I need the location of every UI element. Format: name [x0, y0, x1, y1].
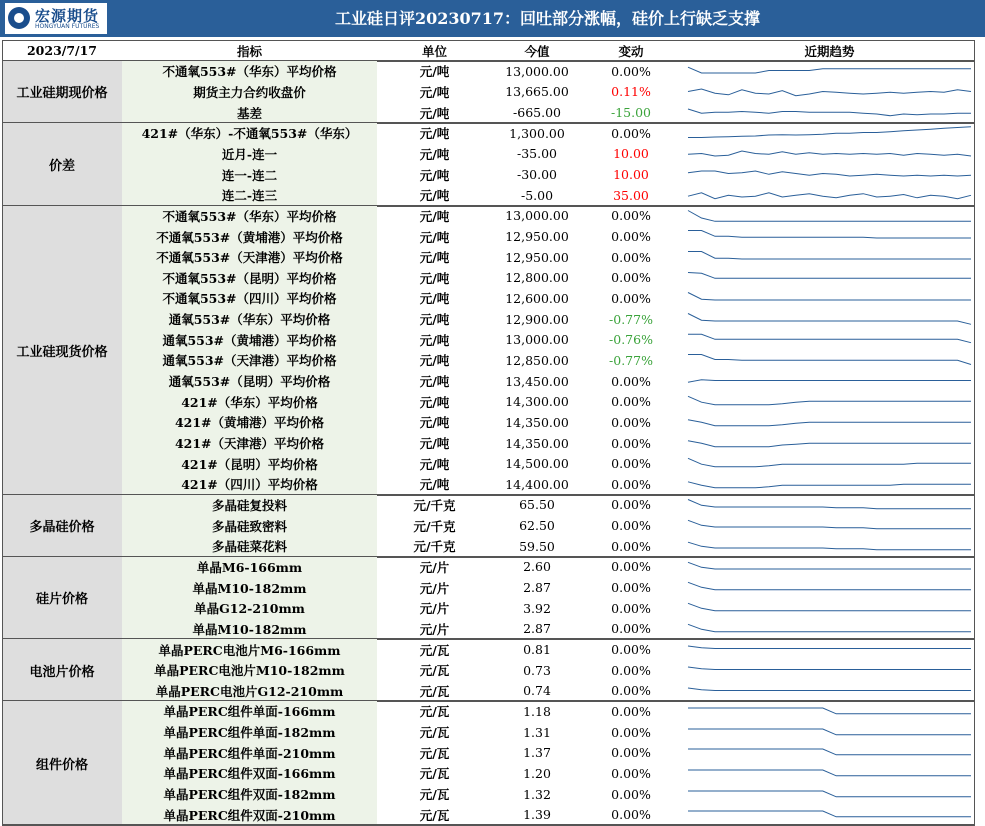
current-value: 12,800.00: [505, 270, 569, 286]
indicator-name: 421#（华东）-不通氧553#（华东）: [141, 126, 358, 142]
change-value: 0.00%: [611, 497, 651, 513]
change-value: 0.00%: [611, 580, 651, 596]
company-logo: [5, 3, 107, 34]
group-label: 工业硅现货价格: [2, 206, 122, 495]
unit-cell: 元/千克: [413, 497, 456, 513]
current-value: -5.00: [520, 187, 554, 203]
current-value: 14,350.00: [505, 435, 569, 451]
logo-text: 宏源期货: [35, 7, 100, 25]
indicator-name: 不通氧553#（四川）平均价格: [162, 291, 337, 307]
current-value: 13,000.00: [505, 332, 569, 348]
change-value: 35.00: [613, 187, 649, 203]
unit-cell: 元/片: [419, 621, 450, 637]
indicator-name: 单晶M10-182mm: [192, 580, 307, 596]
current-value: 13,000.00: [505, 63, 569, 79]
current-value: 2.87: [523, 621, 551, 637]
current-value: 13,450.00: [505, 373, 569, 389]
current-value: 12,900.00: [505, 311, 569, 327]
unit-cell: 元/吨: [419, 64, 450, 80]
change-value: 0.00%: [611, 765, 651, 781]
logo-subtext: HONGYUAN FUTURES: [35, 23, 100, 30]
current-value: 1.18: [523, 703, 551, 719]
change-value: 0.00%: [611, 703, 651, 719]
change-value: 0.00%: [611, 249, 651, 265]
unit-cell: 元/瓦: [419, 745, 450, 761]
indicator-name: 421#（华东）平均价格: [181, 394, 318, 410]
indicator-name: 421#（四川）平均价格: [181, 477, 318, 493]
report-header: [0, 0, 985, 37]
unit-cell: 元/吨: [419, 415, 450, 431]
unit-cell: 元/瓦: [419, 663, 450, 679]
unit-cell: 元/吨: [419, 291, 450, 307]
report-title: 工业硅日评20230717：回吐部分涨幅，硅价上行缺乏支撑: [334, 9, 761, 28]
logo-mark-icon: [8, 7, 30, 29]
change-value: 0.00%: [611, 435, 651, 451]
current-value: 65.50: [519, 497, 555, 513]
unit-cell: 元/吨: [419, 436, 450, 451]
change-value: 0.00%: [611, 456, 651, 472]
unit-cell: 元/瓦: [419, 725, 450, 741]
current-value: 13,000.00: [505, 208, 569, 224]
change-value: 0.00%: [611, 559, 651, 575]
unit-cell: 元/吨: [419, 312, 450, 328]
current-value: 1.31: [523, 724, 551, 740]
change-value: 0.00%: [611, 600, 651, 616]
unit-cell: 元/吨: [419, 208, 450, 224]
column-header-trend: 近期趋势: [804, 43, 855, 59]
current-value: 12,950.00: [505, 229, 569, 244]
unit-cell: 元/瓦: [419, 807, 450, 823]
column-header-change: 变动: [618, 43, 644, 59]
indicator-name: 通氧553#（天津港）平均价格: [162, 353, 337, 369]
indicator-name: 单晶PERC组件单面-182mm: [163, 725, 336, 741]
change-value: 0.00%: [611, 414, 651, 430]
change-value: -0.77%: [609, 352, 653, 368]
indicator-name: 基差: [236, 105, 262, 121]
column-header-value: 今值: [524, 43, 550, 59]
current-value: 1.37: [523, 745, 551, 761]
unit-cell: 元/片: [419, 580, 450, 596]
indicator-name: 单晶M10-182mm: [192, 621, 307, 637]
current-value: -665.00: [513, 105, 561, 121]
change-value: 0.00%: [611, 125, 651, 141]
indicator-name: 不通氧553#（华东）平均价格: [162, 208, 337, 224]
change-value: 0.00%: [611, 518, 651, 534]
indicator-name: 不通氧553#（昆明）平均价格: [162, 270, 337, 286]
unit-cell: 元/吨: [419, 394, 450, 410]
unit-cell: 元/瓦: [419, 704, 450, 720]
current-value: 1.20: [523, 765, 551, 781]
unit-cell: 元/吨: [419, 146, 450, 162]
unit-cell: 元/吨: [419, 250, 450, 266]
indicator-name: 单晶PERC组件双面-166mm: [163, 766, 336, 782]
unit-cell: 元/千克: [413, 518, 456, 534]
change-value: 0.00%: [611, 786, 651, 802]
column-header-unit: 单位: [421, 43, 447, 59]
change-value: 0.00%: [611, 683, 651, 699]
report-date: 2023/7/17: [26, 43, 97, 58]
change-value: -0.77%: [609, 311, 653, 327]
indicator-name: 421#（天津港）平均价格: [174, 436, 325, 451]
unit-cell: 元/吨: [419, 374, 450, 390]
indicator-name: 421#（黄埔港）平均价格: [174, 415, 325, 431]
current-value: 3.92: [523, 600, 551, 616]
unit-cell: 元/千克: [413, 539, 456, 555]
unit-cell: 元/吨: [419, 105, 450, 121]
unit-cell: 元/吨: [419, 84, 450, 100]
change-value: 0.00%: [611, 724, 651, 740]
indicator-name: 通氧553#（黄埔港）平均价格: [162, 332, 337, 348]
current-value: 0.81: [523, 642, 551, 657]
change-value: 0.00%: [611, 290, 651, 306]
change-value: 0.00%: [611, 270, 651, 286]
change-value: 0.00%: [611, 621, 651, 637]
indicator-name: 多晶硅菜花料: [211, 539, 287, 555]
change-value: 0.00%: [611, 63, 651, 79]
indicator-name: 单晶G12-210mm: [194, 601, 305, 617]
current-value: 1.39: [523, 807, 551, 823]
current-value: 14,350.00: [505, 414, 569, 430]
change-value: 0.00%: [611, 807, 651, 823]
unit-cell: 元/吨: [419, 332, 450, 348]
indicator-name: 421#（昆明）平均价格: [181, 456, 318, 472]
indicator-name: 近月-连一: [221, 146, 278, 162]
change-value: 0.00%: [611, 642, 651, 657]
current-value: 14,500.00: [505, 456, 569, 472]
indicator-name: 单晶PERC组件单面-210mm: [163, 745, 336, 761]
indicator-name: 多晶硅复投料: [211, 497, 287, 513]
indicator-name: 不通氧553#（天津港）平均价格: [156, 250, 343, 266]
change-value: 0.00%: [611, 745, 651, 761]
column-header-indicator: 指标: [236, 43, 262, 59]
unit-cell: 元/瓦: [419, 766, 450, 782]
indicator-name: 连二-连三: [221, 188, 278, 204]
change-value: 0.00%: [611, 476, 651, 492]
change-value: 0.00%: [611, 229, 651, 244]
group-label: 多晶硅价格: [2, 495, 122, 557]
unit-cell: 元/片: [419, 559, 450, 575]
change-value: 0.00%: [611, 373, 651, 389]
current-value: 12,600.00: [505, 290, 569, 306]
unit-cell: 元/吨: [419, 229, 450, 245]
current-value: 12,950.00: [505, 249, 569, 265]
change-value: -0.76%: [609, 332, 653, 348]
group-label: 电池片价格: [2, 639, 122, 701]
unit-cell: 元/吨: [419, 270, 450, 286]
unit-cell: 元/瓦: [419, 683, 450, 699]
group-label: 价差: [2, 123, 122, 206]
indicator-name: 连一-连二: [221, 167, 278, 183]
indicator-name: 单晶PERC组件单面-166mm: [163, 704, 336, 720]
unit-cell: 元/瓦: [419, 642, 450, 658]
unit-cell: 元/吨: [419, 167, 450, 183]
change-value: 0.00%: [611, 662, 651, 678]
change-value: 0.00%: [611, 538, 651, 554]
indicator-name: 单晶M6-166mm: [196, 559, 303, 575]
current-value: -30.00: [516, 167, 557, 183]
table-border: [2, 40, 975, 826]
change-value: 0.00%: [611, 208, 651, 224]
current-value: 2.87: [523, 580, 551, 596]
indicator-name: 通氧553#（昆明）平均价格: [168, 374, 331, 390]
unit-cell: 元/片: [419, 601, 450, 617]
group-label: 硅片价格: [2, 557, 122, 640]
current-value: 59.50: [519, 538, 555, 554]
unit-cell: 元/瓦: [419, 787, 450, 803]
change-value: 10.00: [613, 146, 649, 162]
current-value: 1.32: [523, 786, 551, 802]
group-label: 组件价格: [2, 701, 122, 825]
change-value: 0.11%: [611, 84, 651, 100]
change-value: 10.00: [613, 167, 649, 183]
unit-cell: 元/吨: [419, 353, 450, 369]
current-value: 12,850.00: [505, 352, 569, 368]
indicator-name: 多晶硅致密料: [211, 518, 287, 534]
unit-cell: 元/吨: [419, 188, 450, 204]
unit-cell: 元/吨: [419, 477, 450, 493]
current-value: 1,300.00: [509, 125, 565, 141]
current-value: 0.74: [523, 683, 551, 699]
indicator-name: 不通氧553#（黄埔港）平均价格: [156, 229, 343, 245]
current-value: 62.50: [519, 518, 555, 534]
current-value: 13,665.00: [505, 84, 569, 100]
group-label: 工业硅期现价格: [2, 61, 122, 123]
change-value: -15.00: [610, 105, 651, 121]
current-value: -35.00: [516, 146, 557, 162]
indicator-name: 期货主力合约收盘价: [193, 84, 306, 100]
change-value: 0.00%: [611, 394, 651, 410]
unit-cell: 元/吨: [419, 456, 450, 472]
indicator-name: 不通氧553#（华东）平均价格: [162, 64, 337, 80]
indicator-name: 单晶PERC组件双面-182mm: [163, 787, 336, 803]
unit-cell: 元/吨: [419, 126, 450, 142]
current-value: 2.60: [523, 559, 551, 575]
current-value: 14,400.00: [505, 476, 569, 492]
indicator-name: 通氧553#（华东）平均价格: [168, 312, 331, 328]
indicator-name: 单晶PERC电池片M6-166mm: [158, 642, 341, 658]
indicator-name: 单晶PERC电池片G12-210mm: [155, 683, 344, 699]
current-value: 0.73: [523, 662, 551, 678]
current-value: 14,300.00: [505, 394, 569, 410]
indicator-name: 单晶PERC电池片M10-182mm: [154, 663, 345, 679]
indicator-name: 单晶PERC组件双面-210mm: [163, 807, 336, 823]
